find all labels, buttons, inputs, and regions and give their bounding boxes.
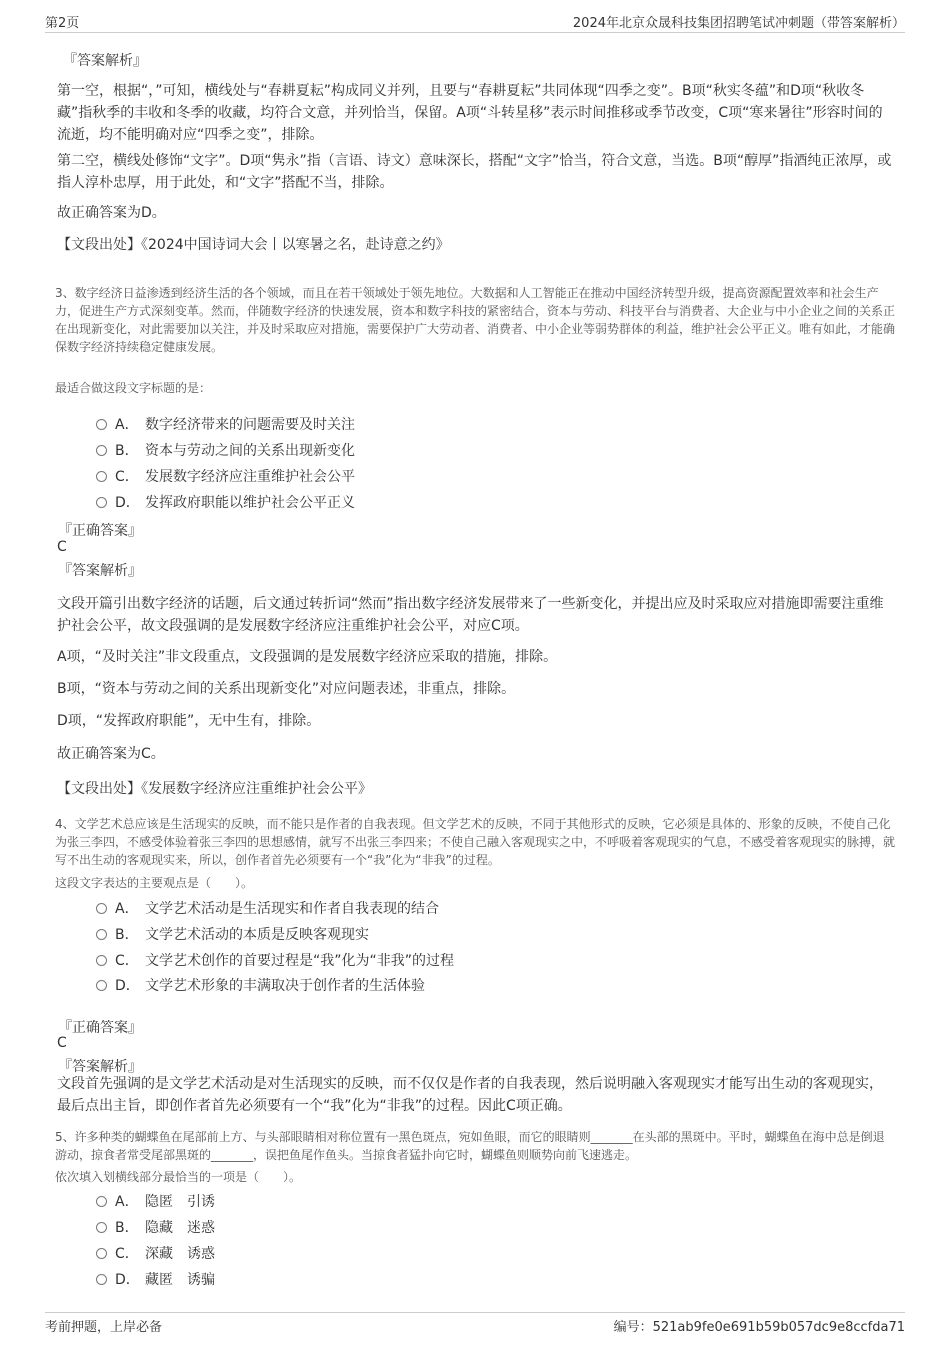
page-number: 第2页 xyxy=(45,16,80,31)
radio-icon[interactable] xyxy=(96,445,107,456)
q4-stem: 4、文学艺术总应该是生活现实的反映，而不能只是作者的自我表现。但文学艺术的反映，不同于其他形式的反映，它必须是具体的、形象的反映，不使自己化为张三李四，不感受体验着张三李四的思想感情，就写不出张三李四来；不使自己融入客观现实之中，不呼吸着客观现实的气息，不感受着客观现实的脉搏，就写不出生动的客观现实来，所以，创作者首先必须要有一个“我”化为“非我”的过程。 xyxy=(55,817,896,867)
q4-correct-answer: C xyxy=(57,1035,67,1051)
q3-correct-label: 『正确答案』 xyxy=(58,523,142,539)
q4-option-d[interactable]: D． 文学艺术形象的丰满取决于创作者的生活体验 xyxy=(96,975,425,995)
radio-icon[interactable] xyxy=(96,955,107,966)
footer-slogan: 考前押题，上岸必备 xyxy=(45,1320,163,1335)
radio-icon[interactable] xyxy=(96,419,107,430)
q4-question: 这段文字表达的主要观点是（ ）。 xyxy=(55,876,254,890)
q5-option-b[interactable]: B． 隐藏 迷惑 xyxy=(96,1217,215,1237)
q2-conclusion: 故正确答案为D。 xyxy=(57,205,166,221)
q4-analysis-label: 『答案解析』 xyxy=(58,1059,142,1075)
q2-analysis-p2: 第二空，横线处修饰“文字”。D项“隽永”指（言语、诗文）意味深长，搭配“文字”恰当，符合文意，当选。B项“醇厚”指酒纯正浓厚，或指人淳朴忠厚，用于此处，和“文字”搭配不当，排除。 xyxy=(57,153,892,191)
q3-stem: 3、数字经济日益渗透到经济生活的各个领域，而且在若干领域处于领先地位。大数据和人工智能正在推动中国经济转型升级，提高资源配置效率和社会生产力，促进生产方式深刻变革。然而，伴随数字经济的快速发展，资本和数字科技的紧密结合，资本与劳动、科技平台与消费者、大企业与中小企业之间的关系正在出现新变化，对此需要加以关注，并及时采取应对措施，需要保护广大劳动者、消费者、中小企业等弱势群体的利益，维护社会公平正义。唯有如此，才能确保数字经济持续稳定健康发展。 xyxy=(55,286,896,354)
q4-analysis-1: 文段首先强调的是文学艺术活动是对生活现实的反映，而不仅仅是作者的自我表现，然后说明融入客观现实才能写出生动的客观现实，最后点出主旨，即创作者首先必须要有一个“我”化为“非我”的过程。因此C项正确。 xyxy=(57,1076,883,1114)
q3-option-c[interactable]: C． 发展数字经济应注重维护社会公平 xyxy=(96,466,355,486)
q4-option-a[interactable]: A． 文学艺术活动是生活现实和作者自我表现的结合 xyxy=(96,898,439,918)
q2-analysis-p1: 第一空，根据“，”可知，横线处与“春耕夏耘”构成同义并列，且要与“春耕夏耘”共同体现“四季之变”。B项“秋实冬蕴”和D项“秋收冬藏”指秋季的丰收和冬季的收藏，均符合文意，并列恰当，保留。A项“斗转星移”表示时间推移或季节改变，C项“寒来暑往”形容时间的流逝，均不能明确对应“四季之变”，排除。 xyxy=(57,83,883,143)
radio-icon[interactable] xyxy=(96,903,107,914)
q2-analysis-label: 『答案解析』 xyxy=(63,53,147,69)
radio-icon[interactable] xyxy=(96,980,107,991)
q4-option-c[interactable]: C． 文学艺术创作的首要过程是“我”化为“非我”的过程 xyxy=(96,950,454,970)
q5-question: 依次填入划横线部分最恰当的一项是（ ）。 xyxy=(55,1170,302,1184)
page-footer xyxy=(45,1312,905,1338)
q5-option-d[interactable]: D． 藏匿 诱骗 xyxy=(96,1269,215,1289)
radio-icon[interactable] xyxy=(96,929,107,940)
q5-option-c[interactable]: C． 深藏 诱惑 xyxy=(96,1243,215,1263)
q3-analysis-label: 『答案解析』 xyxy=(58,563,142,579)
q5-option-a[interactable]: A． 隐匿 引诱 xyxy=(96,1191,215,1211)
q3-option-d[interactable]: D． 发挥政府职能以维护社会公平正义 xyxy=(96,492,355,512)
q2-source: 【文段出处】《2024中国诗词大会丨以寒暑之名，赴诗意之约》 xyxy=(57,237,450,253)
q3-analysis-1: 文段开篇引出数字经济的话题，后文通过转折词“然而”指出数字经济发展带来了一些新变化，并提出应及时采取应对措施即需要注重维护社会公平，故文段强调的是发展数字经济应注重维护社会公平，对应C项。 xyxy=(57,596,884,634)
q4-correct-label: 『正确答案』 xyxy=(58,1020,142,1036)
document-title: 2024年北京众晟科技集团招聘笔试冲刺题（带答案解析） xyxy=(572,16,905,31)
q3-option-a[interactable]: A． 数字经济带来的问题需要及时关注 xyxy=(96,414,355,434)
page-header xyxy=(45,12,905,33)
q3-conclusion: 故正确答案为C。 xyxy=(57,746,165,762)
q5-stem: 5、许多种类的蝴蝶鱼在尾部前上方、与头部眼睛相对称位置有一黑色斑点，宛如鱼眼，而它的眼睛则_______在头部的黑斑中。平时，蝴蝶鱼在海中总是倒退游动，掠食者常受尾部黑斑的_______，误把鱼尾作鱼头。当掠食者猛扑向它时，蝴蝶鱼则顺势向前飞速逃走。 xyxy=(55,1130,885,1162)
document-id: 编号：521ab9fe0e691b59b057dc9e8ccfda71 xyxy=(613,1320,905,1335)
q3-analysis-4: D项，“发挥政府职能”，无中生有，排除。 xyxy=(57,713,321,729)
q3-source: 【文段出处】《发展数字经济应注重维护社会公平》 xyxy=(57,781,372,797)
radio-icon[interactable] xyxy=(96,1196,107,1207)
q3-analysis-3: B项，“资本与劳动之间的关系出现新变化”对应问题表述，非重点，排除。 xyxy=(57,681,516,697)
radio-icon[interactable] xyxy=(96,1248,107,1259)
q3-option-b[interactable]: B． 资本与劳动之间的关系出现新变化 xyxy=(96,440,355,460)
q4-option-b[interactable]: B． 文学艺术活动的本质是反映客观现实 xyxy=(96,924,369,944)
q3-question: 最适合做这段文字标题的是： xyxy=(55,381,212,395)
q3-correct-answer: C xyxy=(57,539,67,555)
radio-icon[interactable] xyxy=(96,1222,107,1233)
radio-icon[interactable] xyxy=(96,497,107,508)
radio-icon[interactable] xyxy=(96,1274,107,1285)
q3-analysis-2: A项，“及时关注”非文段重点，文段强调的是发展数字经济应采取的措施，排除。 xyxy=(57,649,558,665)
radio-icon[interactable] xyxy=(96,471,107,482)
